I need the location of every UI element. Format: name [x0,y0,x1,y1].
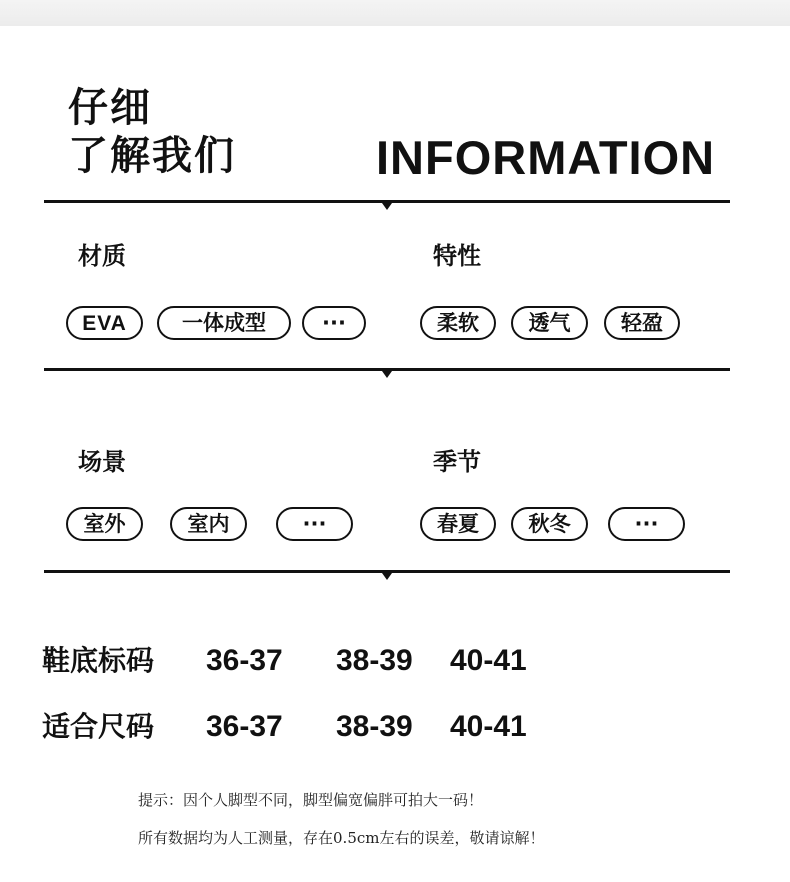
divider [44,570,730,573]
scene-label: 场景 [78,448,126,476]
more-tag: ··· [276,507,353,541]
divider-arrow-icon [382,203,392,210]
fit-size-value: 36-37 [206,710,283,743]
fit-size-value: 38-39 [336,710,413,743]
divider [44,200,730,203]
more-tag: ··· [302,306,366,340]
feature-label: 特性 [433,242,481,270]
fit-size-label: 适合尺码 [42,710,155,743]
material-tag: EVA [66,306,143,340]
top-banner-strip [0,0,790,26]
size-tip-note: 提示：因个人脚型不同，脚型偏宽偏胖可拍大一码！ [138,791,484,809]
season-tag: 秋冬 [511,507,588,541]
sole-size-value: 36-37 [206,644,283,677]
measurement-note: 所有数据均为人工测量，存在0.5cm左右的误差，敬请谅解！ [138,829,545,847]
scene-tag: 室内 [170,507,247,541]
more-tag: ··· [608,507,685,541]
sole-size-value: 38-39 [336,644,413,677]
material-tag: 一体成型 [157,306,291,340]
material-label: 材质 [78,242,126,270]
divider-arrow-icon [382,573,392,580]
sole-size-value: 40-41 [450,644,527,677]
feature-tag: 轻盈 [604,306,680,340]
page-title-line2: 了解我们 [68,133,236,179]
page-title-english: INFORMATION [376,131,716,184]
feature-tag: 柔软 [420,306,496,340]
divider-arrow-icon [382,371,392,378]
season-tag: 春夏 [420,507,496,541]
divider [44,368,730,371]
fit-size-value: 40-41 [450,710,527,743]
scene-tag: 室外 [66,507,143,541]
sole-size-label: 鞋底标码 [42,644,155,677]
season-label: 季节 [433,448,481,476]
feature-tag: 透气 [511,306,588,340]
page-title-line1: 仔细 [68,85,152,131]
